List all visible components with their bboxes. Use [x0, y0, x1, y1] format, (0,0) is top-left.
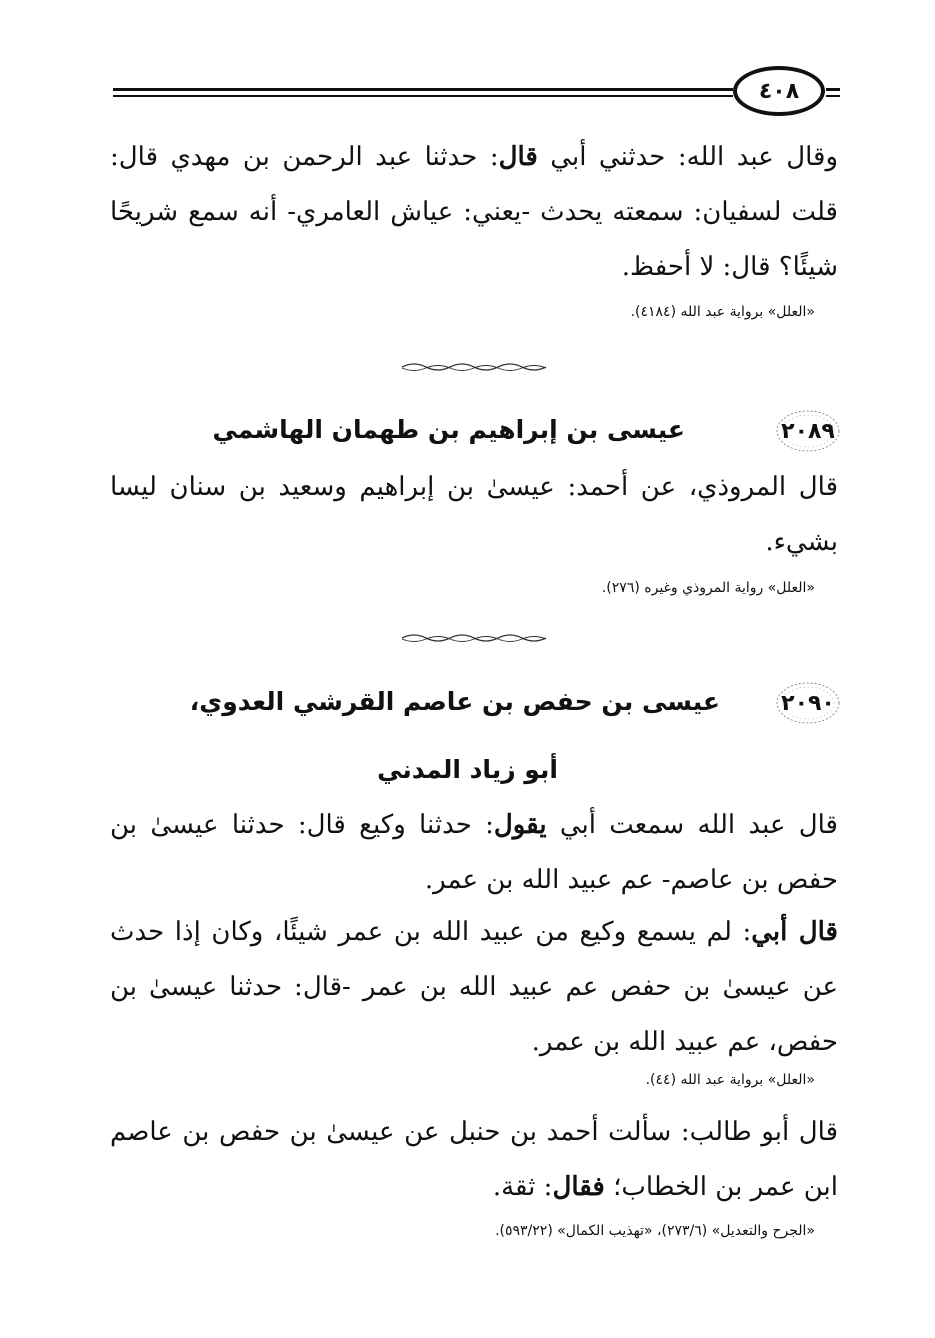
- header-rule-thick: [113, 88, 733, 91]
- citation-jarh-tahdhib: «الجرح والتعديل» (٢٧٣/٦)، «تهذيب الكمال» (٥٩٣/٢٢).: [495, 1223, 815, 1239]
- header-rule-end-thick: [826, 88, 840, 91]
- text-run: قال عبد الله سمعت أبي: [546, 810, 838, 840]
- entry-title-2089: عيسى بن إبراهيم بن طهمان الهاشمي: [212, 415, 685, 444]
- bold-run: قال أبي: [751, 917, 838, 947]
- paragraph-abu-talib: [110, 1105, 838, 1215]
- paragraph-abdullah-ibn-mahdi: [110, 130, 838, 295]
- paragraph-qala-abi: [110, 905, 838, 1070]
- ornament-divider: [400, 632, 555, 644]
- bold-run: قال: [498, 142, 538, 172]
- text-run: : حدثنا وكيع قال: حدثنا عيسىٰ بن حفص بن عاصم- عم عبيد الله بن عمر.: [110, 810, 838, 895]
- entry-title-2090: عيسى بن حفص بن عاصم القرشي العدوي،: [189, 687, 720, 716]
- text-run: قال أبو طالب: سألت أحمد بن حنبل عن عيسىٰ بن حفص بن عاصم ابن عمر بن الخطاب؛: [110, 1117, 838, 1202]
- ornament-divider: [400, 361, 555, 373]
- page-number: ٤٠٨: [758, 78, 800, 104]
- paragraph-waki: [110, 798, 838, 908]
- text-run: : حدثنا عبد الرحمن بن مهدي قال: قلت لسفيان: سمعته يحدث -يعني: عياش العامري- أنه سمع شريحًا شيئًا؟ قال: لا أحفظ.: [110, 142, 838, 282]
- text-run: : لم يسمع وكيع من عبيد الله بن عمر شيئًا، وكان إذا حدث عن عيسىٰ بن حفص عم عبيد الله بن عمر -قال: حدثنا عيسىٰ بن حفص، عم عبيد الله بن عمر.: [110, 917, 838, 1057]
- bold-run: فقال: [552, 1172, 605, 1202]
- entry-number-badge-2089: [774, 408, 842, 454]
- entry-number-badge-2090: [774, 680, 842, 726]
- citation-ilal-4184: «العلل» برواية عبد الله (٤١٨٤).: [630, 304, 815, 320]
- citation-ilal-44: «العلل» برواية عبد الله (٤٤).: [645, 1072, 815, 1088]
- paragraph-marrudhi: قال المروذي، عن أحمد: عيسىٰ بن إبراهيم وسعيد بن سنان ليسا بشيء.: [110, 472, 838, 557]
- page-number-oval: [733, 66, 825, 116]
- text-run: وقال عبد الله: حدثني أبي: [537, 142, 839, 172]
- header-rule-end-thin: [826, 95, 840, 97]
- entry-number: ٢٠٨٩: [781, 418, 835, 444]
- entry-number: ٢٠٩٠: [781, 690, 835, 716]
- text-run: : ثقة.: [492, 1172, 553, 1202]
- header-rule-thin: [113, 95, 733, 97]
- citation-ilal-276: «العلل» رواية المروذي وغيره (٢٧٦).: [601, 580, 815, 596]
- entry-subtitle-2090: أبو زياد المدني: [377, 755, 558, 784]
- bold-run: يقول: [493, 810, 547, 840]
